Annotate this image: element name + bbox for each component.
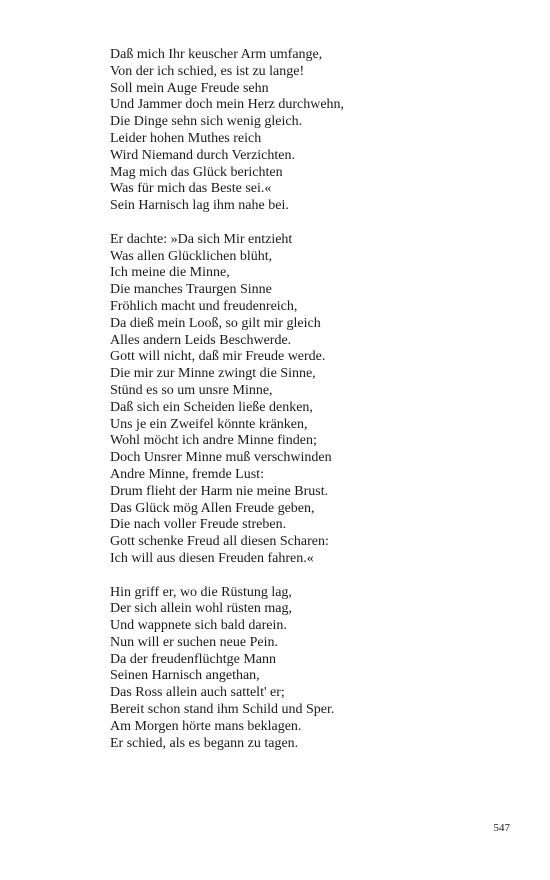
verse-line: Nun will er suchen neue Pein. xyxy=(110,634,278,650)
verse-line: Ich meine die Minne, xyxy=(110,265,230,281)
verse-line: Was für mich das Beste sei.« xyxy=(110,181,272,197)
verse-line: Die manches Traurgen Sinne xyxy=(110,282,272,298)
stanza xyxy=(110,232,530,568)
verse-line: Was allen Glücklichen blüht, xyxy=(110,248,273,264)
verse-line: Hin griff er, wo die Rüstung lag, xyxy=(110,584,292,600)
verse-line: Bereit schon stand ihm Schild und Sper. xyxy=(110,702,335,718)
page-number: 547 xyxy=(493,822,510,834)
verse-line: Andre Minne, fremde Lust: xyxy=(110,466,264,482)
verse-line: Doch Unsrer Minne muß verschwinden xyxy=(110,450,332,466)
poem-text xyxy=(110,47,530,769)
verse-line: Die mir zur Minne zwingt die Sinne, xyxy=(110,366,316,382)
verse-line: Soll mein Auge Freude sehn xyxy=(110,80,269,96)
verse-line: Sein Harnisch lag ihm nahe bei. xyxy=(110,198,289,214)
verse-line: Die Dinge sehn sich wenig gleich. xyxy=(110,114,303,130)
verse-line: Gott schenke Freud all diesen Scharen: xyxy=(110,534,329,550)
verse-line: Das Glück mög Allen Freude geben, xyxy=(110,500,315,516)
verse-line: Leider hohen Muthes reich xyxy=(110,130,262,146)
verse-line: Stünd es so um unsre Minne, xyxy=(110,382,273,398)
verse-line: Uns je ein Zweifel könnte kränken, xyxy=(110,416,308,432)
verse-line: Die nach voller Freude streben. xyxy=(110,517,287,533)
stanza xyxy=(110,585,530,753)
verse-line: Daß mich Ihr keuscher Arm umfange, xyxy=(110,47,323,62)
verse-line: Fröhlich macht und freudenreich, xyxy=(110,298,298,314)
verse-line: Er dachte: »Da sich Mir entzieht xyxy=(110,231,293,247)
verse-line: Mag mich das Glück berichten xyxy=(110,164,283,180)
verse-line: Seinen Harnisch angethan, xyxy=(110,668,260,684)
verse-line: Wird Niemand durch Verzichten. xyxy=(110,147,296,163)
verse-line: Am Morgen hörte mans beklagen. xyxy=(110,718,302,734)
verse-line: Drum flieht der Harm nie meine Brust. xyxy=(110,483,329,499)
verse-line: Von der ich schied, es ist zu lange! xyxy=(110,63,305,79)
verse-line: Der sich allein wohl rüsten mag, xyxy=(110,601,292,617)
verse-line: Und wappnete sich bald darein. xyxy=(110,618,287,634)
verse-line: Gott will nicht, daß mir Freude werde. xyxy=(110,349,326,365)
verse-line: Alles andern Leids Beschwerde. xyxy=(110,332,292,348)
verse-line: Ich will aus diesen Freuden fahren.« xyxy=(110,550,314,566)
verse-line: Da der freudenflüchtge Mann xyxy=(110,651,276,667)
verse-line: Wohl möcht ich andre Minne finden; xyxy=(110,433,317,449)
verse-line: Da dieß mein Looß, so gilt mir gleich xyxy=(110,315,321,331)
verse-line: Und Jammer doch mein Herz durchwehn, xyxy=(110,97,345,113)
stanza xyxy=(110,47,530,215)
verse-line: Daß sich ein Scheiden ließe denken, xyxy=(110,399,313,415)
verse-line: Das Ross allein auch sattelt' er; xyxy=(110,685,285,701)
verse-line: Er schied, als es begann zu tagen. xyxy=(110,735,299,751)
